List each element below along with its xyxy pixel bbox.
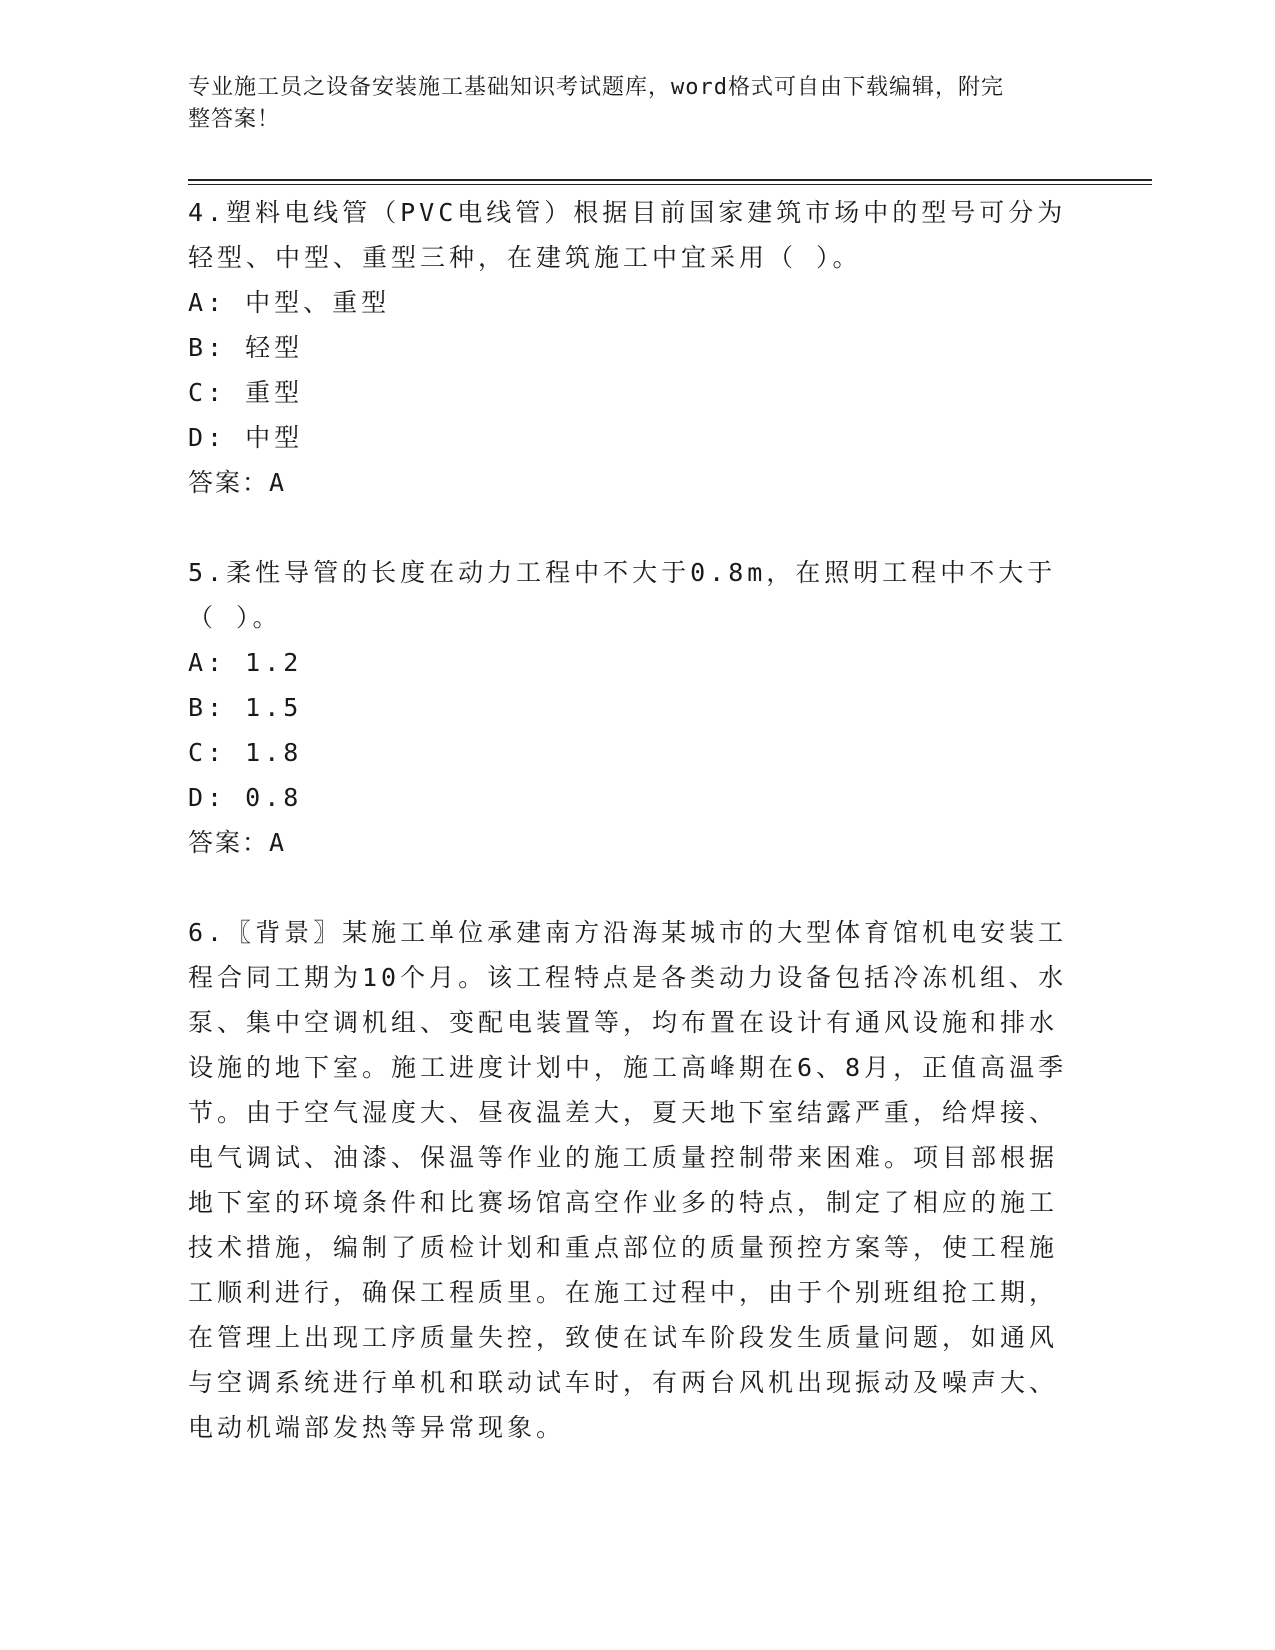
answer-label: 答案：A — [188, 468, 287, 497]
option-a: A: 中型、重型 — [188, 288, 391, 317]
question-item — [188, 910, 1078, 1450]
question-spacer — [188, 505, 1078, 550]
question-item — [188, 190, 1078, 505]
header-line-1: 专业施工员之设备安装施工基础知识考试题库，word格式可自由下载编辑，附完 — [188, 75, 1004, 100]
question-list — [188, 190, 1078, 1450]
question-text: 6.〖背景〗某施工单位承建南方沿海某城市的大型体育馆机电安装工程合同工期为10个月。该工程特点是各类动力设备包括冷冻机组、水泵、集中空调机组、变配电装置等，均布置在设计有通风设施和排水设施的地下室。施工进度计划中，施工高峰期在6、8月，正值高温季节。由于空气湿度大、昼夜温差大，夏天地下室结露严重，给焊接、电气调试、油漆、保温等作业的施工质量控制带来困难。项目部根据地下室的环境条件和比赛场馆高空作业多的特点，制定了相应的施工技术措施，编制了质检计划和重点部位的质量预控方案等，使工程施工顺利进行，确保工程质里。在施工过程中，由于个别班组抢工期，在管理上出现工序质量失控，致使在试车阶段发生质量问题，如通风与空调系统进行单机和联动试车时，有两台风机出现振动及噪声大、电动机端部发热等异常现象。 — [188, 918, 1068, 1442]
option-c: C: 1.8 — [188, 738, 303, 767]
question-text: 4.塑料电线管（PVC电线管）根据目前国家建筑市场中的型号可分为轻型、中型、重型三种，在建筑施工中宜采用（ ）。 — [188, 198, 1067, 272]
question-text: 5.柔性导管的长度在动力工程中不大于0.8m，在照明工程中不大于（ ）。 — [188, 558, 1057, 632]
option-b: B: 轻型 — [188, 333, 304, 362]
header-line-2: 整答案！ — [188, 107, 281, 132]
option-a: A: 1.2 — [188, 648, 303, 677]
option-d: D: 0.8 — [188, 783, 303, 812]
option-d: D: 中型 — [188, 423, 304, 452]
option-b: B: 1.5 — [188, 693, 303, 722]
header-divider-thick — [188, 179, 1152, 181]
option-c: C: 重型 — [188, 378, 304, 407]
answer-label: 答案：A — [188, 828, 287, 857]
question-spacer — [188, 865, 1078, 910]
header-divider-thin — [188, 184, 1152, 185]
question-item — [188, 550, 1078, 865]
document-header — [188, 72, 1068, 136]
